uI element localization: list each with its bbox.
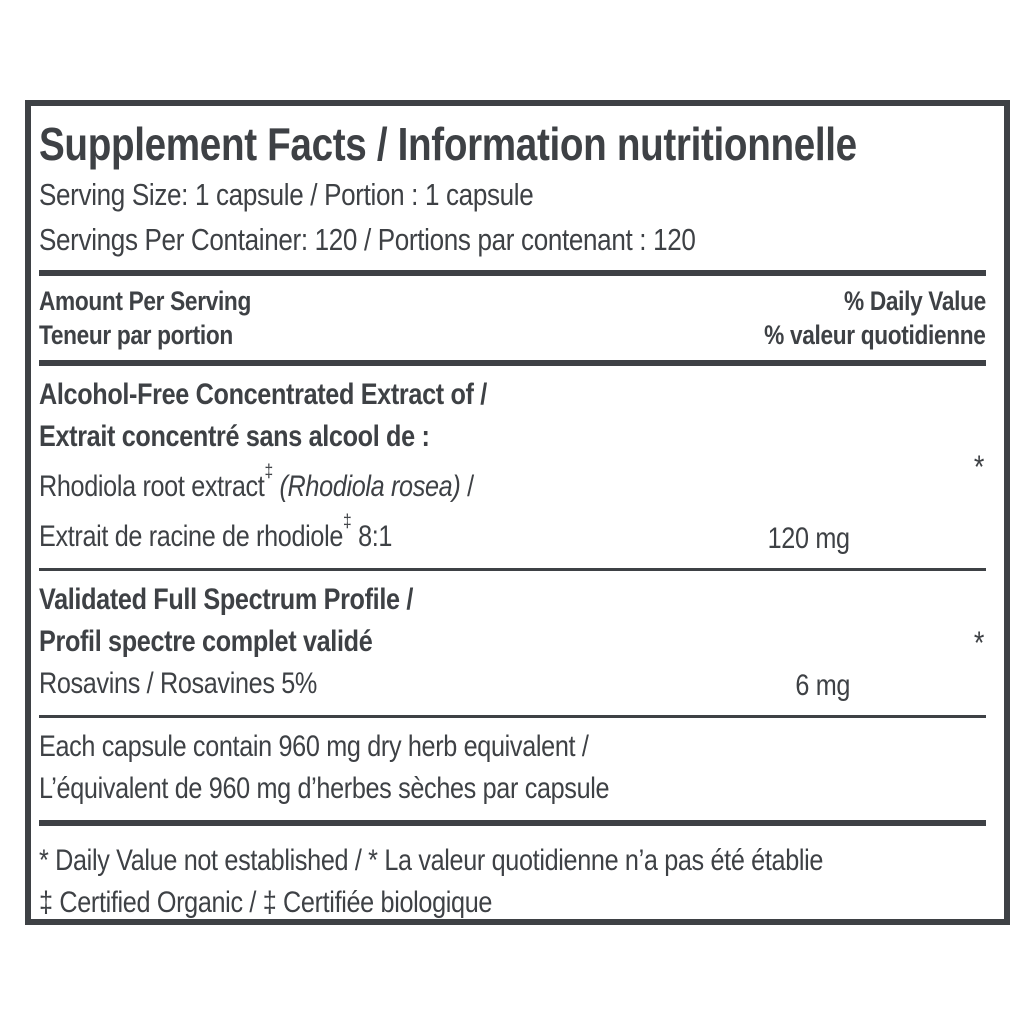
daily-value-asterisk: * [973, 625, 984, 661]
footnote-certified-organic: ‡ Certified Organic / ‡ Certifiée biologique [39, 886, 493, 919]
column-header-row [39, 276, 986, 360]
amount-value: 120 mg [767, 522, 850, 555]
daily-value-asterisk: * [973, 449, 984, 485]
amount-per-serving-header: Amount Per Serving Teneur par portion [39, 286, 251, 350]
nutrient-name-line: Each capsule contain 960 mg dry herb equivalent / [39, 730, 589, 763]
panel-title: Supplement Facts / Information nutritionnelle [39, 118, 857, 170]
nutrient-name-line: L’équivalent de 960 mg d’herbes sèches par capsule [39, 772, 610, 805]
amount-value: 6 mg [795, 669, 850, 702]
nutrient-name-line: Extrait de racine de rhodiole‡ 8:1 [39, 510, 393, 553]
nutrient-name-line: Validated Full Spectrum Profile / [39, 583, 414, 616]
serving-size-line: Serving Size: 1 capsule / Portion : 1 capsule [39, 177, 534, 212]
servings-per-container-line: Servings Per Container: 120 / Portions par contenant : 120 [39, 222, 696, 257]
dagger-mark: ‡ [264, 460, 273, 482]
footnote-daily-value: * Daily Value not established / * La valeur quotidienne n’a pas été établie [39, 844, 824, 877]
supplement-facts-panel [25, 100, 1010, 925]
daily-value-header: % Daily Value % valeur quotidienne [764, 286, 986, 350]
nutrient-row-rhodiola [39, 366, 986, 568]
nutrient-name-line: Profil spectre complet validé [39, 625, 373, 658]
nutrient-row-rosavins [39, 571, 986, 715]
nutrient-name-line: Rhodiola root extract‡ (Rhodiola rosea) / [39, 460, 474, 503]
footnotes [39, 826, 986, 924]
nutrient-name-line: Rosavins / Rosavines 5% [39, 667, 318, 700]
latin-name: (Rhodiola rosea) [272, 470, 461, 503]
nutrient-row-equivalent [39, 718, 986, 820]
nutrient-name-line: Alcohol-Free Concentrated Extract of / [39, 378, 487, 411]
dagger-mark: ‡ [343, 510, 352, 532]
nutrient-name-line: Extrait concentré sans alcool de : [39, 420, 430, 453]
